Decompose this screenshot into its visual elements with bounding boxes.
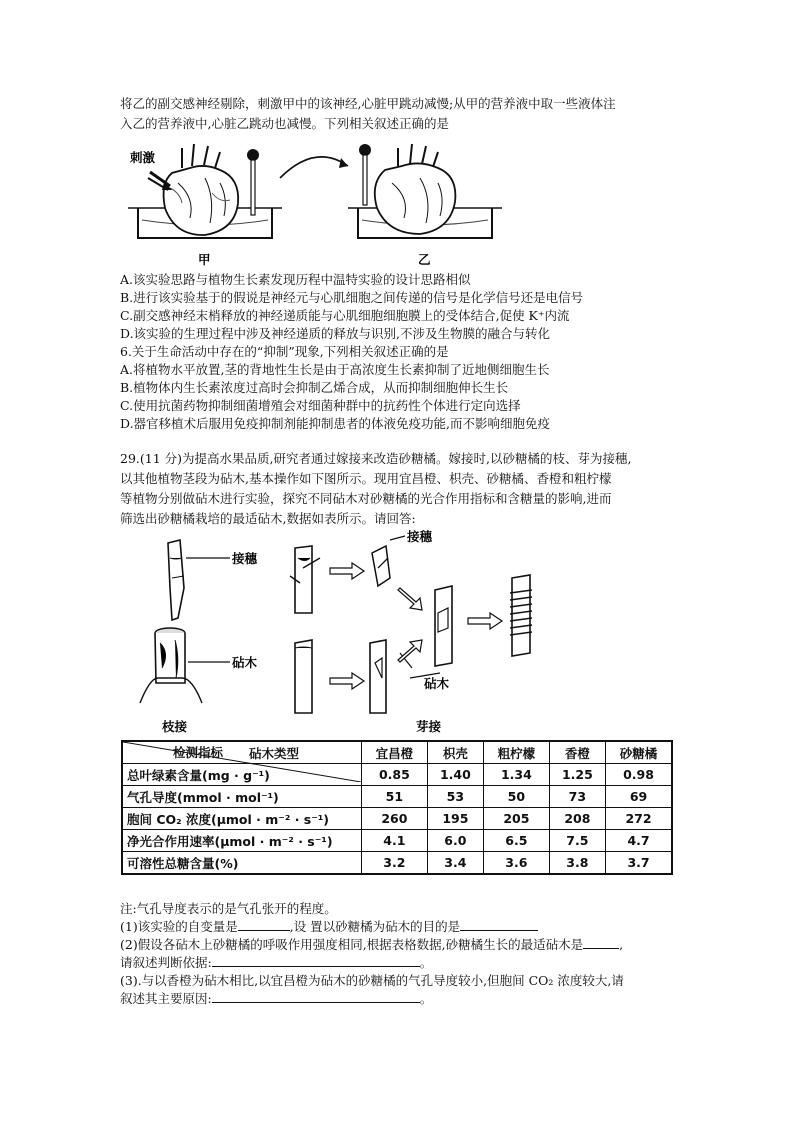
row-label: 总叶绿素含量(mg · g⁻¹) <box>122 764 362 786</box>
table-cell: 69 <box>606 786 672 808</box>
bud-scion-label: 接穗 <box>407 529 433 544</box>
q5-option-c: C.副交感神经末梢释放的神经递质能与心肌细胞细胞膜上的受体结合,促使 K⁺内流 <box>120 308 570 323</box>
q3-text-c: 。 <box>419 991 433 1006</box>
bud-rootstock-label: 砧木 <box>424 676 450 691</box>
table-header-row <box>122 741 672 764</box>
q29-sub-2-cont <box>120 954 432 972</box>
table-cell: 4.7 <box>606 830 672 852</box>
q5-option-b: B.进行该实验基于的假说是神经元与心肌细胞之间传递的信号是化学信号还是电信号 <box>120 290 584 305</box>
table-cell: 50 <box>484 786 550 808</box>
q2-text-c: 请叙述判断依据: <box>120 955 212 970</box>
table-cell: 1.40 <box>427 764 483 786</box>
table-row <box>122 808 672 830</box>
col-header: 香橙 <box>549 741 605 764</box>
corner-diagonal <box>123 742 361 782</box>
table-cell: 73 <box>549 786 605 808</box>
answer-blank[interactable] <box>212 954 420 967</box>
transfer-arrow-icon <box>280 157 348 178</box>
table-row <box>122 830 672 852</box>
heart-experiment-figure <box>120 138 510 268</box>
answer-blank[interactable] <box>460 918 538 931</box>
pipette-b-icon <box>359 144 371 205</box>
table-cell: 260 <box>362 808 428 830</box>
heart-a-label: 甲 <box>198 252 211 267</box>
bud-stem-2-icon <box>295 640 312 713</box>
q6-option-a: A.将植物水平放置,茎的背地性生长是由于高浓度生长素抑制了近地侧细胞生长 <box>120 362 550 377</box>
table-cell: 53 <box>427 786 483 808</box>
row-label: 可溶性总糖含量(%) <box>122 852 362 875</box>
table-cell: 3.4 <box>427 852 483 875</box>
corner-bottom-label: 检测指标 <box>173 745 224 760</box>
rootstock-label: 砧木 <box>232 655 258 670</box>
col-header: 砂糖橘 <box>606 741 672 764</box>
corner-top-label: 砧木类型 <box>248 746 299 761</box>
heart-b-icon <box>375 144 456 234</box>
bud-bound-icon <box>510 575 532 656</box>
table-cell: 1.25 <box>549 764 605 786</box>
table-cell: 51 <box>362 786 428 808</box>
row-label: 气孔导度(mmol · mol⁻¹) <box>122 786 362 808</box>
heart-b-label: 乙 <box>418 252 431 267</box>
q2-text-b: , <box>619 937 624 952</box>
q29-line-3: 等植物分别做砧木进行实验，探究不同砧木对砂糖橘的光合作用指标和含糖量的影响,进而 <box>120 491 612 506</box>
table-cell: 0.98 <box>606 764 672 786</box>
table-cell: 6.5 <box>484 830 550 852</box>
table-row <box>122 852 672 875</box>
col-header: 粗柠檬 <box>484 741 550 764</box>
q5-option-a: A.该实验思路与植物生长素发现历程中温特实验的设计思路相似 <box>120 272 471 287</box>
heart-a-icon <box>164 144 239 235</box>
scion-branch-icon <box>168 540 184 620</box>
intro-line-2: 入乙的营养液中,心脏乙跳动也减慢。下列相关叙述正确的是 <box>120 116 449 131</box>
table-cell: 0.85 <box>362 764 428 786</box>
grafting-figure <box>120 528 680 738</box>
q29-sub-1 <box>120 918 538 936</box>
table-corner-cell <box>122 741 362 764</box>
bud-chip-icon <box>372 546 390 586</box>
table-cell: 3.2 <box>362 852 428 875</box>
q29-line-1: 29.(11 分)为提高水果品质,研究者通过嫁接来改造砂糖橘。嫁接时,以砂糖橘的枝、芽为接穗, <box>120 451 632 466</box>
table-cell: 208 <box>549 808 605 830</box>
table-cell: 4.1 <box>362 830 428 852</box>
q1-text-a: (1)该实验的自变量是 <box>120 919 238 934</box>
rootstock-data-table <box>121 740 673 875</box>
bud-stem-3-icon <box>370 640 386 713</box>
rootstock-branch-icon <box>140 628 202 703</box>
table-cell: 7.5 <box>549 830 605 852</box>
branch-graft-caption: 枝接 <box>162 719 188 734</box>
q2-text-a: (2)假设各砧木上砂糖橘的呼吸作用强度相同,根据表格数据,砂糖橘生长的最适砧木是 <box>120 937 584 952</box>
answer-blank[interactable] <box>212 990 420 1003</box>
bud-joined-icon <box>435 586 452 666</box>
table-cell: 205 <box>484 808 550 830</box>
pipette-a-icon <box>247 149 259 215</box>
table-cell: 1.34 <box>484 764 550 786</box>
q2-text-d: 。 <box>419 955 433 970</box>
intro-line-1: 将乙的副交感神经剔除，刺激甲中的该神经,心脏甲跳动减慢;从甲的营养液中取一些液体注 <box>120 96 616 111</box>
q29-sub-3-cont <box>120 990 432 1008</box>
table-cell: 195 <box>427 808 483 830</box>
q6-option-d: D.器官移植术后服用免疫抑制剂能抑制患者的体液免疫功能,而不影响细胞免疫 <box>120 416 551 431</box>
row-label: 净光合作用速率(μmol · m⁻² · s⁻¹) <box>122 830 362 852</box>
table-cell: 272 <box>606 808 672 830</box>
q29-line-4: 筛选出砂糖橘栽培的最适砧木,数据如表所示。请回答: <box>120 511 416 526</box>
q6-option-c: C.使用抗菌药物抑制细菌增殖会对细菌种群中的抗药性个体进行定向选择 <box>120 398 521 413</box>
q29-sub-2 <box>120 936 623 954</box>
q6-option-b: B.植物体内生长素浓度过高时会抑制乙烯合成，从而抑制细胞伸长生长 <box>120 380 509 395</box>
q29-sub-3: (3).与以香橙为砧木相比,以宜昌橙为砧木的砂糖橘的气孔导度较小,但胞间 CO₂ 浓度较大,请 <box>120 973 624 988</box>
stimulus-label: 刺激 <box>130 150 156 165</box>
col-header: 枳壳 <box>427 741 483 764</box>
row-label: 胞间 CO₂ 浓度(μmol · m⁻² · s⁻¹) <box>122 808 362 830</box>
bud-stem-1-icon <box>290 546 320 613</box>
bud-graft-caption: 芽接 <box>416 719 442 734</box>
q5-option-d: D.该实验的生理过程中涉及神经递质的释放与识别,不涉及生物膜的融合与转化 <box>120 326 551 341</box>
q3-text-b: 叙述其主要原因: <box>120 991 212 1006</box>
answer-blank[interactable] <box>238 918 290 931</box>
table-cell: 3.7 <box>606 852 672 875</box>
col-header: 宜昌橙 <box>362 741 428 764</box>
q6-stem: 6.关于生命活动中存在的“抑制”现象,下列相关叙述正确的是 <box>120 344 449 359</box>
q29-line-2: 以其他植物茎段为砧木,基本操作如下图所示。现用宜昌橙、枳壳、砂糖橘、香橙和粗柠檬 <box>120 471 612 486</box>
q1-text-b: ,设 置以砂糖橘为砧木的目的是 <box>289 919 461 934</box>
scion-label: 接穗 <box>232 551 258 566</box>
table-cell: 3.6 <box>484 852 550 875</box>
table-row <box>122 786 672 808</box>
table-note: 注:气孔导度表示的是气孔张开的程度。 <box>120 901 337 916</box>
answer-blank[interactable] <box>583 936 619 949</box>
table-cell: 6.0 <box>427 830 483 852</box>
table-cell: 3.8 <box>549 852 605 875</box>
